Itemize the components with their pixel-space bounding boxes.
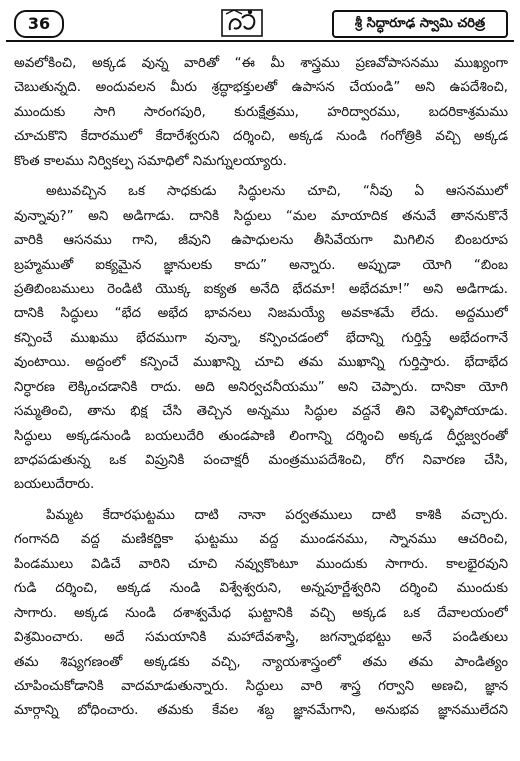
text-line: సమ్మతించి, తాను భిక్ష చేసి తెచ్చిన అన్నము సిద్ధుల వద్దనే తిని వెళ్ళిపోయాడు. (14, 404, 508, 420)
text-line: ముందుకు సాగి సారంగపురి, కురుక్షేత్రము, హరిద్వారము, బదరికాశ్రమము (14, 104, 508, 120)
text-line: వారికి ఆసనము గాని, జీవుని ఉపాధులను తీసివేయగా మిగిలిన బింబరూప (14, 233, 508, 249)
text-line: చూపించుకోడానికి వాదమాడుతున్నారు. సిద్ధులు వారి శాస్త్ర గర్వాని అణచి, జ్ఞాన (14, 678, 508, 694)
text-line: గుడి దర్శించి, అక్కడ నుండి విశ్వేశ్వరుని, అన్నపూర్ణేశ్వరిని దర్శించి ముందుకు (14, 581, 508, 597)
text-line: చూచుకొని కేదారములో కేదారేశ్వరుని దర్శించి, అక్కడ నుండి గంగోత్రికి వచ్చి అక్కడ (14, 129, 508, 145)
page-number: 36 (14, 10, 64, 38)
text-line: సిద్ధులు అక్కడనుండి బయలుదేరి తుండపాణి లింగాన్ని దర్శించి అక్కడ దీర్ఘజ్వరంతో (14, 428, 508, 444)
text-line: కన్పించే ముఖము భేదముగా వున్నా, కన్పించడంలో భేదాన్ని గుర్తిస్తే అభేదంగానే (14, 330, 508, 346)
text-line: బ్రహ్మముతో ఐక్యమైన జ్ఞానులకు కాదు” అన్నారు. అప్పుడా యోగి “బింబ (14, 257, 508, 273)
text-line: అటువచ్చిన ఒక సాధకుడు సిద్ధులను చూచి, “నీవు ఏ ఆసనములో (46, 184, 508, 200)
text-line: అవలోకించి, అక్కడ వున్న వారితో “ఈ మీ శాస్త్రము ప్రణవోపాసనము ముఖ్యంగా (14, 56, 508, 71)
text-line: మార్గాన్ని బోధించారు. తమకు కేవల శబ్ద జ్ఞానమేగాని, అనుభవ జ్ఞానములేదని (14, 703, 508, 719)
text-line: తమ శిష్యగణంతో అక్కడకు వచ్చి, న్యాయశాస్త్రంలో తమ తమ పాండిత్యం (14, 654, 508, 670)
paragraph (14, 52, 508, 174)
text-line: చెబుతున్నది. అందువలన మీరు శ్రద్ధాభక్తులతో ఉపాసన చేయండి” అని ఉపదేశించి, (14, 80, 508, 96)
text-line: విశ్రమించారు. అదే సమయానికి మహాదేవశాస్త్రి, జగన్నాథభట్టు అనే పండితులు (14, 630, 508, 646)
text-line: ప్రతిబింబములు రెండిటి యొక్క ఐక్యత అనేది భేదమా! అభేదమా!” అని అడిగాడు. (14, 281, 508, 297)
running-title: శ్రీ సిద్ధారూఢ స్వామి చరిత్ర (332, 10, 508, 38)
text-line: నిర్ధారణ లెక్కించడానికి రాదు. అది అనిర్వచనీయము” అని చెప్పారు. దానికా యోగి (14, 379, 508, 395)
text-line: సాగారు. అక్కడ నుండి దశాశ్వమేధ ఘట్టానికి వచ్చి అక్కడ ఒక దేవాలయంలో (14, 605, 508, 621)
text-line: బయలుదేరారు. (14, 477, 95, 493)
text-line: గంగానది వద్ద మణికర్ణికా ఘట్టము వద్ద ముండనము, స్నానము ఆచరించి, (14, 532, 508, 548)
text-line: వుంటాయి. అద్దంలో కన్పించే ముఖాన్ని చూచి తమ ముఖాన్ని గుర్తిస్తారు. భేదాభేద (14, 355, 508, 371)
paragraph (14, 180, 508, 498)
text-line: పిండములు విడిచే వారిని చూచి నవ్వుకొంటూ ముందుకు సాగారు. కాలభైరవుని (14, 556, 508, 572)
page-header (6, 6, 514, 42)
paragraph (14, 504, 508, 724)
text-line: దానికి సిద్ధులు “భేద అభేద భావనలు నిజమయ్యే అవకాశమే లేదు. అద్దములో (14, 306, 508, 322)
text-line: పిమ్మట కేదారఘట్టము దాటి నానా పర్వతములు దాటి కాశికి వచ్చారు. (46, 507, 508, 523)
text-line: వున్నావు?” అని అడిగాడు. దానికి సిద్ధులు “మల మాయాదిక తనువే తాననుకొనే (14, 208, 508, 224)
text-line: కొంత కాలము నిర్వికల్ప సమాధిలో నిమగ్నులయ్యారు. (14, 153, 287, 169)
om-emblem-icon (220, 6, 264, 38)
body-text (14, 52, 508, 724)
text-line: బాధపడుతున్న ఒక విప్రునికి పంచాక్షరీ మంత్రముపదేశించి, రోగ నివారణ చేసి, (14, 453, 508, 468)
